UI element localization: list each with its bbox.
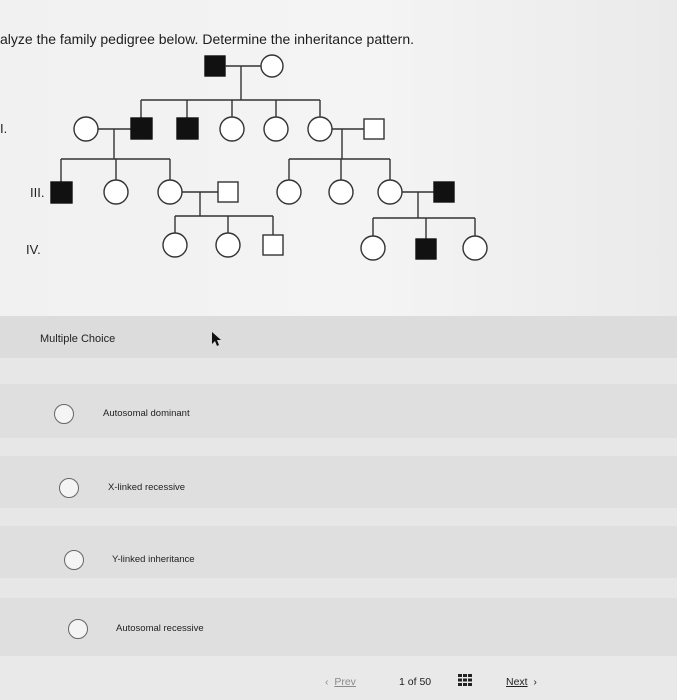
gen4-female-1 [163,233,187,257]
gen4-male-1 [263,235,283,255]
page-of: of [407,676,417,688]
radio-button[interactable] [68,619,88,639]
next-button[interactable] [506,676,537,688]
option-x-linked-recessive[interactable] [0,468,677,508]
next-label: Next [506,676,528,688]
generation-label-iv: IV. [26,242,41,257]
option-label: Y-linked inheritance [112,554,195,565]
pedigree-chart [0,0,677,318]
radio-button[interactable] [64,550,84,570]
band [0,438,677,456]
gen2-female-1 [220,117,244,141]
grid-icon[interactable] [458,674,472,686]
gen2-spouse-male [364,119,384,139]
multiple-choice-section [0,316,677,656]
gen3-female-5 [378,180,402,204]
chevron-left-icon: ‹ [325,676,335,688]
gen3-female-3 [277,180,301,204]
page-current: 1 [399,676,405,688]
gen2-male-affected-2 [177,118,198,139]
radio-button[interactable] [59,478,79,498]
gen4-female-4 [463,236,487,260]
question-text: alyze the family pedigree below. Determine the inheritance pattern. [0,31,415,47]
prev-label: Prev [334,676,356,688]
radio-button[interactable] [54,404,74,424]
gen2-female-3 [308,117,332,141]
gen2-female-2 [264,117,288,141]
prev-button[interactable] [325,676,356,688]
gen1-female [261,55,283,77]
gen3-spouse-male-1 [218,182,238,202]
gen2-spouse-female [74,117,98,141]
gen3-female-4 [329,180,353,204]
gen4-male-affected [416,239,436,259]
option-y-linked-inheritance[interactable] [0,540,677,580]
multiple-choice-header [0,316,677,358]
gen3-male-affected-1 [51,182,72,203]
page-indicator [399,676,431,688]
generation-label-ii: I. [0,121,8,136]
gen4-female-3 [361,236,385,260]
option-autosomal-recessive[interactable] [0,609,677,649]
generation-label-iii: III. [30,185,45,200]
gen3-female-2 [158,180,182,204]
pagination-footer [0,656,677,700]
gen4-female-2 [216,233,240,257]
gen1-male-affected [205,56,225,76]
band [0,508,677,526]
option-label: Autosomal dominant [103,408,190,419]
gen2-male-affected-1 [131,118,152,139]
page-total: 50 [419,676,432,688]
multiple-choice-title: Multiple Choice [40,333,116,345]
question-area [0,0,677,318]
chevron-right-icon: › [527,676,537,688]
gen3-spouse-male-affected [434,182,454,202]
gen1-couple [205,55,283,100]
option-autosomal-dominant[interactable] [0,394,677,434]
band [0,578,677,598]
option-label: X-linked recessive [108,482,186,493]
option-label: Autosomal recessive [116,623,204,634]
gen3-female-1 [104,180,128,204]
band [0,358,677,384]
mouse-cursor-icon [211,331,221,347]
